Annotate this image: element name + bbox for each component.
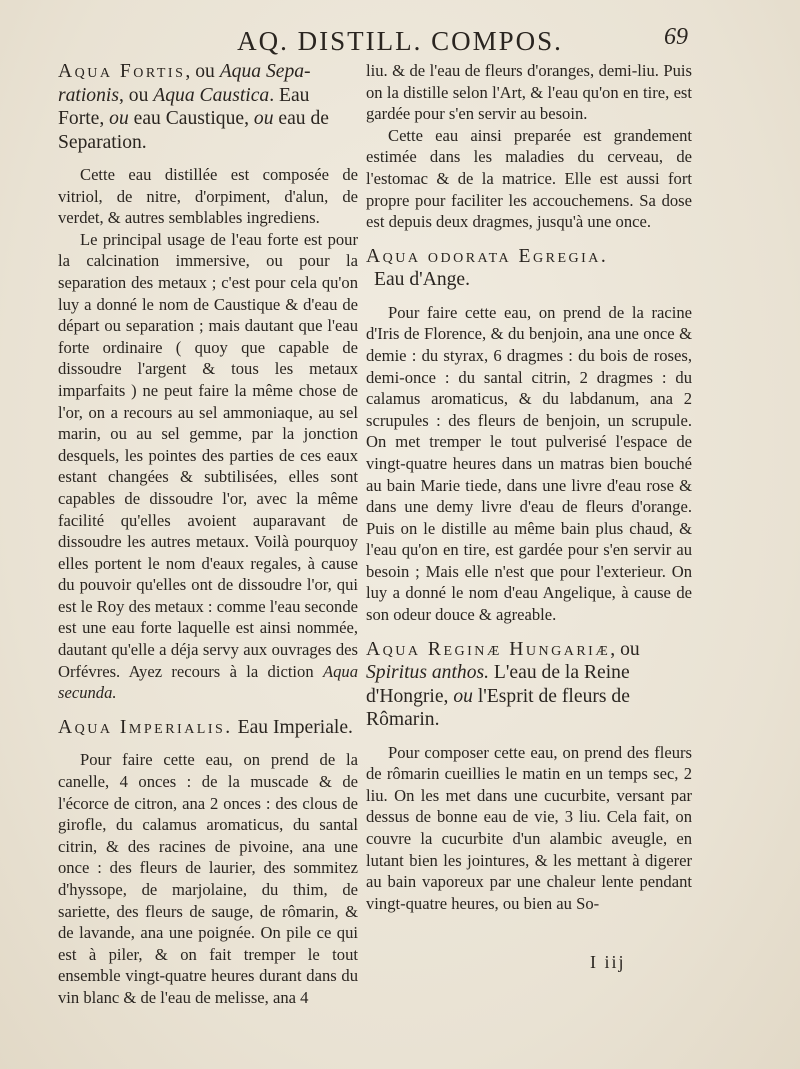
section-heading-aqua-fortis: Aqua Fortis, ou Aqua Sepa-rationis, ou Aqua Caustica. Eau Forte, ou eau Caustique, ou eau de Separation.: [58, 61, 329, 153]
left-column: [58, 60, 358, 1008]
signature-mark: I iij: [590, 952, 626, 972]
paragraph: Pour faire cette eau, on prend de la racine d'Iris de Florence, & du benjoin, ana une once & demie : du styrax, 6 dragmes : du bois de roses, demi-once : du santal citrin, 2 dragmes : du calamus aromaticus, & du labdanum, ana 2 scrupules : des fleurs de benjoin, un scrupule. On met tremper le tout pulverisé l'espace de vingt-quatre heures dans un matras bien bouché au bain Marie tiede, dans une livre d'eau rose & dans une demy livre d'eau de fleurs d'orange. Puis on le distille au même bain plus chaud, & l'eau qu'on en tire, est gardée pour s'en servir au besoin ; Mais elle n'est que pour l'exterieur. On luy a donné le nom d'eau Angelique, à cause de son odeur douce & agreable.: [366, 302, 692, 625]
cross-reference: Aqua secunda.: [58, 661, 358, 703]
paragraph: Cette eau ainsi preparée est grandement estimée dans les maladies du cerveau, de l'estomac & de la matrice. Elle est aussi fort propre pour faciliter les accouchemens. Sa dose est depuis deux dragmes, jusqu'à une once.: [366, 125, 692, 232]
section-heading-aqua-imperialis: Aqua Imperialis. Eau Imperiale.: [58, 716, 353, 738]
right-column: [366, 60, 692, 914]
section-heading-aqua-odorata: Aqua odorata Egregia. Eau d'Ange.: [366, 245, 609, 291]
paragraph: Pour composer cette eau, on prend des fleurs de rômarin cueillies le matin en un temps sec, 2 liu. On les met dans une cucurbite, versant par dessus de bonne eau de vie, 3 liu. Cela fait, on couvre la cucurbite d'un alambic aveugle, en lutant bien les jointures, & les mettant à digerer au bain vaporeux par une chaleur lente pendant vingt-quatre heures, ou bien au So-: [366, 742, 692, 913]
running-title: AQ. DISTILL. COMPOS.: [237, 26, 563, 56]
paragraph: Pour faire cette eau, on prend de la canelle, 4 onces : de la muscade & de l'écorce de citron, ana 2 onces : des clous de girofle, du calamus aromaticus, du santal citrin, & des racines de pivoine, ana une once : des fleurs de laurier, des sommitez d'hyssope, de marjolaine, du thim, de sariette, des fleurs de sauge, de rômarin, & de lavande, ana une poignée. On pile ce qui est à piler, & on fait tremper le tout ensemble vingt-quatre heures durant dans du vin blanc & de l'eau de melisse, ana 4: [58, 750, 358, 1007]
section-heading-aqua-reginae: Aqua Reginæ Hungariæ, ou Spiritus anthos. L'eau de la Reine d'Hongrie, ou l'Esprit de fleurs de Rômarin.: [366, 638, 640, 731]
paragraph: Cette eau distillée est composée de vitriol, de nitre, d'orpiment, d'alun, de verdet, & autres semblables ingrediens.: [58, 165, 358, 228]
paragraph-continued: liu. & de l'eau de fleurs d'oranges, demi-liu. Puis on la distille selon l'Art, & l'eau qu'on en tire, est gardée pour s'en servir au besoin.: [366, 61, 692, 124]
paragraph: Le principal usage de l'eau forte est pour la calcination immersive, ou pour la separation des metaux ; c'est pour cela qu'on luy a donné le nom de Caustique & d'eau de départ ou separation ; mais dautant que l'eau forte ordinaire ( quoy que capable de dissoudre l'argent & tous les metaux imparfaits ) ne peut faire la même chose de l'or, on a recours au sel ammoniaque, au sel marin, ou au sel gemme, par la jonction desquels, les pointes des parties de ces eaux estant changées & subtilisées, elles sont capables de dissoudre l'or, avec la même facilité qu'elles avoient auparavant de dissoudre les autres metaux. Voilà pourquoy elles portent le nom d'eaux regales, à cause du pouvoir qu'elles ont de dissoudre l'or, qui est le Roy des metaux : comme l'eau seconde est une eau forte laquelle est ainsi nommée, dautant qu'elle a déja servy aux ouvrages des Orfévres. Ayez recours à la diction Aqua secunda.: [58, 229, 358, 703]
page-number: 69: [664, 24, 688, 50]
